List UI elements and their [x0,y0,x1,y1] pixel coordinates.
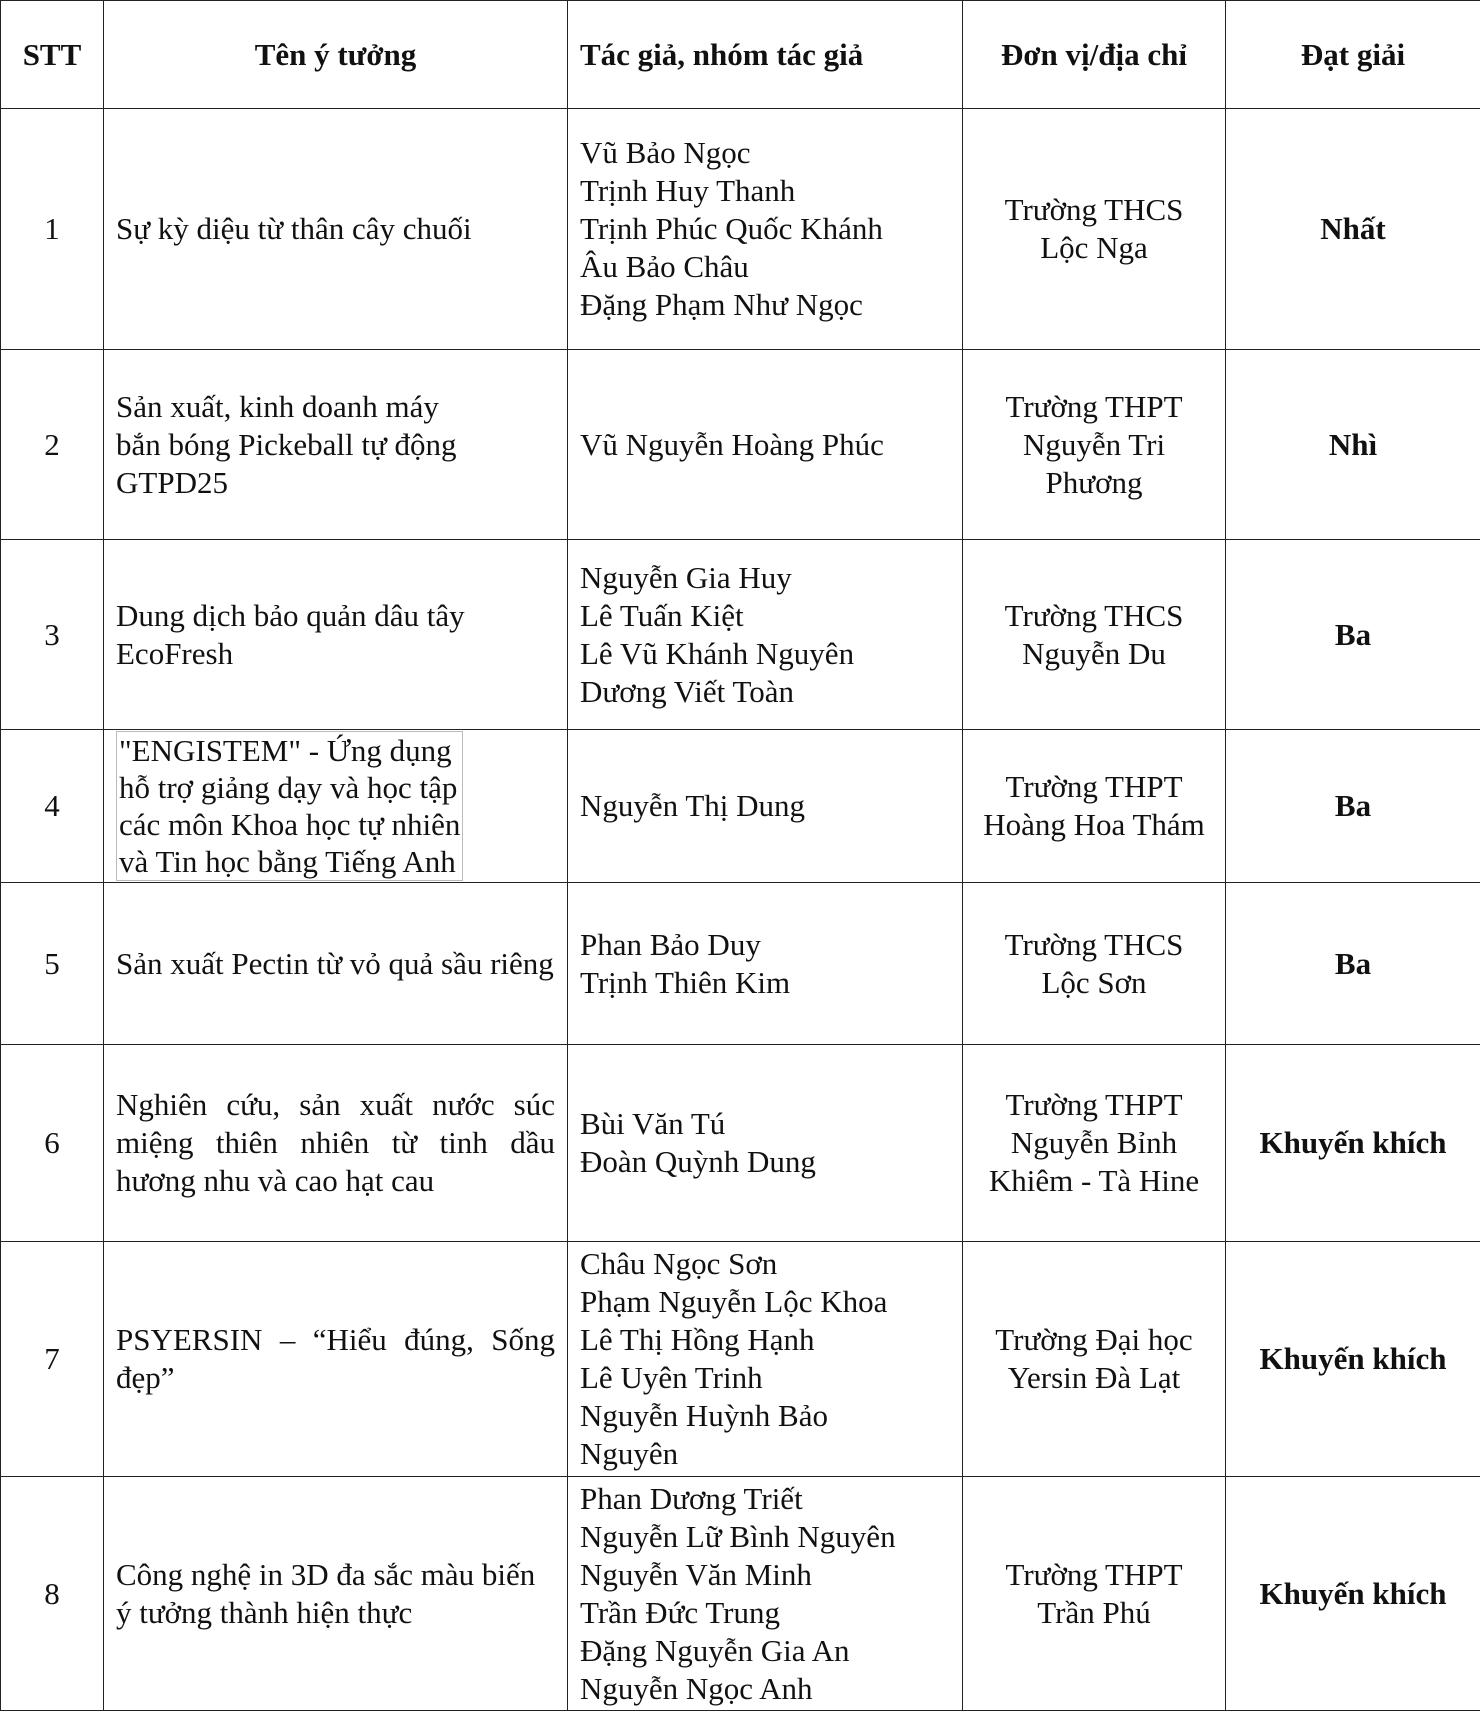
unit-text: Trường THPT [1005,388,1183,424]
idea-cell [104,730,568,883]
idea-text: hỗ trợ giảng dạy và học tập [119,770,458,805]
unit-cell [963,1477,1226,1711]
unit-text: Trường THCS [1004,192,1184,227]
author-name: Nguyễn Lữ Bình Nguyên [580,1518,896,1554]
author-name: Nguyễn Ngọc Anh [580,1670,813,1706]
unit-text: Trường THCS [1004,926,1184,962]
author-name: Bùi Văn Tú [580,1106,726,1141]
header-authors: Tác giả, nhóm tác giả [568,1,963,109]
header-unit: Đơn vị/địa chỉ [963,1,1226,109]
row-number: 7 [1,1242,104,1477]
unit-text: Trường Đại học [995,1322,1193,1357]
authors-cell [568,1242,963,1477]
row-number: 8 [1,1477,104,1711]
author-name: Nguyễn Gia Huy [580,559,792,595]
table-row [1,730,1480,883]
table-row [1,109,1480,350]
authors-cell [568,1477,963,1711]
table-row [1,350,1480,540]
idea-cell [104,1477,568,1711]
award-cell: Khuyến khích [1226,1045,1480,1242]
unit-text: Trần Phú [1037,1594,1151,1630]
unit-cell [963,350,1226,540]
authors-cell [568,1045,963,1242]
author-name: Trịnh Huy Thanh [580,173,796,208]
idea-text: GTPD25 [116,464,228,500]
author-name: Phan Dương Triết [580,1480,803,1516]
header-row [1,1,1480,109]
award-cell: Khuyến khích [1226,1242,1480,1477]
unit-text: Lộc Sơn [1041,964,1147,1000]
header-idea: Tên ý tưởng [104,1,568,109]
unit-text: Hoàng Hoa Thám [983,807,1205,842]
unit-text: Nguyễn Bỉnh [1010,1125,1178,1160]
idea-text: các môn Khoa học tự nhiên [119,807,461,842]
idea-text: Dung dịch bảo quản dâu tây [116,597,465,633]
idea-cell: Nghiên cứu, sản xuất nước súc miệng thiên nhiên từ tinh dầu hương nhu và cao hạt cau [104,1045,568,1242]
author-name: Vũ Nguyễn Hoàng Phúc [580,426,884,462]
award-cell: Ba [1226,730,1480,883]
idea-text: và Tin học bằng Tiếng Anh [119,844,456,879]
table-row [1,1477,1480,1711]
unit-cell [963,109,1226,350]
authors-cell [568,540,963,730]
author-name: Trịnh Phúc Quốc Khánh [580,211,883,246]
award-cell: Khuyến khích [1226,1477,1480,1711]
author-name: Lê Uyên Trinh [580,1360,763,1395]
author-name: Đặng Nguyễn Gia An [580,1632,850,1668]
author-name: Âu Bảo Châu [580,249,749,284]
award-cell: Nhất [1226,109,1480,350]
table-row [1,883,1480,1045]
idea-cell [104,350,568,540]
author-name: Trần Đức Trung [580,1594,780,1630]
header-award: Đạt giải [1226,1,1480,109]
authors-cell [568,730,963,883]
idea-text: "ENGISTEM" - Ứng dụng [119,733,452,768]
idea-cell [104,109,568,350]
author-name: Trịnh Thiên Kim [580,964,791,1000]
author-name: Đoàn Quỳnh Dung [580,1144,816,1179]
award-cell: Ba [1226,540,1480,730]
author-name: Nguyễn Thị Dung [580,788,806,823]
unit-cell [963,1045,1226,1242]
author-name: Vũ Bảo Ngọc [580,135,751,170]
idea-text: ý tưởng thành hiện thực [116,1594,413,1630]
idea-cell [104,540,568,730]
unit-text: Trường THPT [1005,1087,1183,1122]
row-number: 5 [1,883,104,1045]
idea-text: Sự kỳ diệu từ thân cây chuối [116,211,472,246]
authors-cell [568,883,963,1045]
unit-text: Trường THCS [1004,597,1184,633]
author-name: Lê Tuấn Kiệt [580,597,744,633]
unit-text: Trường THPT [1005,769,1183,804]
unit-cell [963,883,1226,1045]
row-number: 4 [1,730,104,883]
unit-text: Trường THPT [1005,1556,1183,1592]
idea-cell: Sản xuất Pectin từ vỏ quả sầu riêng [104,883,568,1045]
unit-text: Lộc Nga [1040,230,1148,265]
table-row [1,540,1480,730]
unit-text: Nguyễn Tri [1022,426,1166,462]
idea-text: bắn bóng Pickeball tự động [116,426,457,462]
unit-cell [963,730,1226,883]
author-name: Đặng Phạm Như Ngọc [580,287,863,322]
idea-text-frame [116,731,463,881]
unit-text: Khiêm - Tà Hine [988,1163,1200,1198]
row-number: 2 [1,350,104,540]
unit-cell [963,1242,1226,1477]
author-name: Lê Thị Hồng Hạnh [580,1322,815,1357]
table-row [1,1045,1480,1242]
unit-text: Yersin Đà Lạt [1007,1360,1181,1395]
row-number: 6 [1,1045,104,1242]
idea-cell: PSYERSIN – “Hiểu đúng, Sống đẹp” [104,1242,568,1477]
idea-text: EcoFresh [116,635,234,671]
author-name: Phạm Nguyễn Lộc Khoa [580,1284,888,1319]
author-name: Dương Viết Toàn [580,673,795,709]
award-cell: Ba [1226,883,1480,1045]
idea-text: Sản xuất, kinh doanh máy [116,388,439,424]
author-name: Nguyễn Văn Minh [580,1556,812,1592]
author-name: Châu Ngọc Sơn [580,1246,778,1281]
header-stt: STT [1,1,104,109]
idea-text: Công nghệ in 3D đa sắc màu biến [116,1556,536,1592]
author-name: Nguyên [580,1436,679,1471]
authors-cell [568,109,963,350]
author-name: Phan Bảo Duy [580,926,761,962]
row-number: 1 [1,109,104,350]
row-number: 3 [1,540,104,730]
unit-text: Nguyễn Du [1022,635,1166,671]
unit-text: Phương [1045,464,1143,500]
author-name: Lê Vũ Khánh Nguyên [580,635,855,671]
table-row [1,1242,1480,1477]
award-cell: Nhì [1226,350,1480,540]
author-name: Nguyễn Huỳnh Bảo [580,1398,828,1433]
unit-cell [963,540,1226,730]
authors-cell [568,350,963,540]
